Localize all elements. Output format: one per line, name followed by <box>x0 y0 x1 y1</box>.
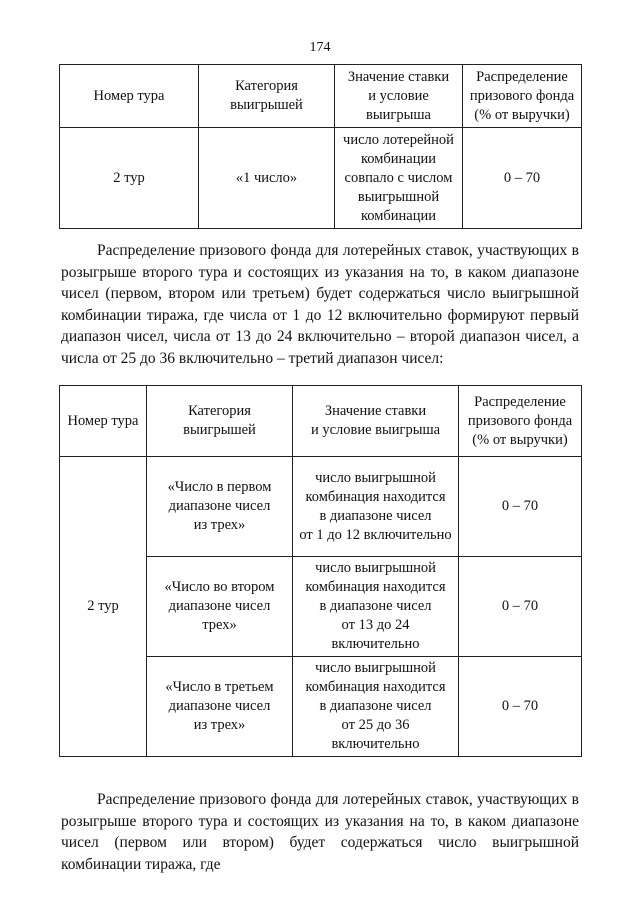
cell-distribution: 0 – 70 <box>459 457 582 557</box>
header-round: Номер тура <box>60 65 199 128</box>
header-round: Номер тура <box>60 386 147 457</box>
cell-category: «Число во втором диапазоне чисел трех» <box>147 557 293 657</box>
prize-table-single-number <box>59 64 582 229</box>
cell-distribution: 0 – 70 <box>459 557 582 657</box>
paragraph-text: Распределение призового фонда для лотерейных ставок, участвующих в розыгрыше второго тура и состоящих из указания на то, в каком диапазоне чисел (первом или втором) будет содержаться число выигрышной комбинации тиража, где <box>61 791 579 873</box>
cell-distribution: 0 – 70 <box>463 128 582 229</box>
header-distribution: Распределение призового фонда (% от выручки) <box>463 65 582 128</box>
table-header-row <box>60 65 582 128</box>
header-value: Значение ставки и условие выигрыша <box>293 386 459 457</box>
page-number: 174 <box>309 40 331 55</box>
cell-condition: число выигрышной комбинация находится в диапазоне чисел от 13 до 24 включительно <box>293 557 459 657</box>
cell-category: «Число в третьем диапазоне чисел из трех» <box>147 657 293 757</box>
cell-round: 2 тур <box>60 128 199 229</box>
paragraph-two-ranges-description <box>61 789 579 875</box>
cell-condition: число выигрышной комбинация находится в диапазоне чисел от 1 до 12 включительно <box>293 457 459 557</box>
table-row <box>60 128 582 229</box>
cell-round: 2 тур <box>60 457 147 757</box>
table-header-row <box>60 386 582 457</box>
cell-category: «Число в первом диапазоне чисел из трех» <box>147 457 293 557</box>
header-category: Категория выигрышей <box>147 386 293 457</box>
table-row <box>60 457 582 557</box>
paragraph-ranges-description <box>61 240 579 369</box>
header-distribution: Распределение призового фонда (% от выручки) <box>459 386 582 457</box>
prize-table-ranges <box>59 385 582 757</box>
cell-condition: число лотерейной комбинации совпало с числом выигрышной комбинации <box>335 128 463 229</box>
paragraph-text: Распределение призового фонда для лотерейных ставок, участвующих в розыгрыше второго тура и состоящих из указания на то, в каком диапазоне чисел (первом, втором или третьем) будет содержаться число выигрышной комбинации тиража, где числа от 1 до 12 включительно формируют первый диапазон чисел, числа от 13 до 24 включительно – второй диапазон чисел, а числа от 25 до 36 включительно – третий диапазон чисел: <box>61 242 579 367</box>
header-value: Значение ставки и условие выигрыша <box>335 65 463 128</box>
cell-category: «1 число» <box>199 128 335 229</box>
header-category: Категория выигрышей <box>199 65 335 128</box>
cell-distribution: 0 – 70 <box>459 657 582 757</box>
cell-condition: число выигрышной комбинация находится в диапазоне чисел от 25 до 36 включительно <box>293 657 459 757</box>
